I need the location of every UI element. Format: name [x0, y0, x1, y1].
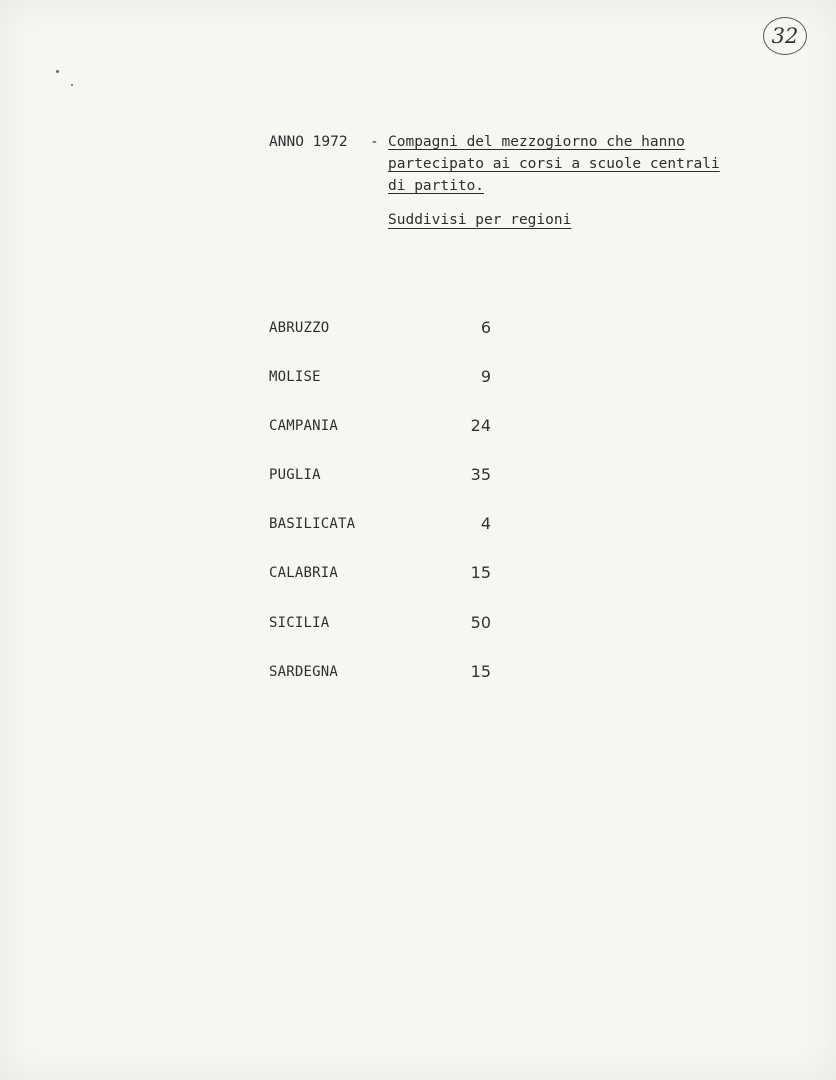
regions-list	[269, 320, 509, 713]
subtitle: Suddivisi per regioni	[388, 212, 572, 228]
region-row	[269, 418, 509, 467]
ink-speck	[56, 70, 59, 73]
heading-title-line: partecipato ai corsi a scuole centrali	[388, 156, 720, 172]
region-name: SICILIA	[269, 614, 330, 631]
page-number: 32	[763, 17, 807, 55]
region-count: 24	[470, 416, 491, 436]
region-count: 6	[480, 318, 491, 337]
region-row	[269, 369, 509, 418]
region-count: 9	[480, 367, 491, 387]
region-name: PUGLIA	[269, 467, 321, 484]
region-row	[269, 612, 509, 664]
region-count: 35	[470, 465, 491, 485]
region-name: SARDEGNA	[269, 663, 339, 680]
region-row	[269, 467, 509, 516]
region-name: CALABRIA	[269, 565, 339, 582]
region-count: 15	[470, 563, 491, 583]
heading-title-line: Compagni del mezzogiorno che hanno	[388, 134, 685, 150]
region-row	[269, 565, 509, 614]
region-name: CAMPANIA	[269, 418, 339, 435]
region-row	[269, 661, 509, 713]
region-name: ABRUZZO	[269, 320, 330, 336]
region-count: 4	[480, 514, 491, 534]
region-row	[269, 516, 509, 565]
heading-title-line: di partito.	[388, 178, 485, 194]
region-row	[269, 320, 509, 369]
year-label: ANNO 1972	[269, 134, 348, 150]
region-count: 50	[470, 612, 491, 632]
ink-speck	[71, 84, 73, 86]
heading-dash: -	[370, 134, 379, 150]
region-name: BASILICATA	[269, 516, 356, 533]
region-name: MOLISE	[269, 369, 321, 386]
heading-title	[388, 131, 788, 197]
region-count: 15	[470, 661, 491, 681]
